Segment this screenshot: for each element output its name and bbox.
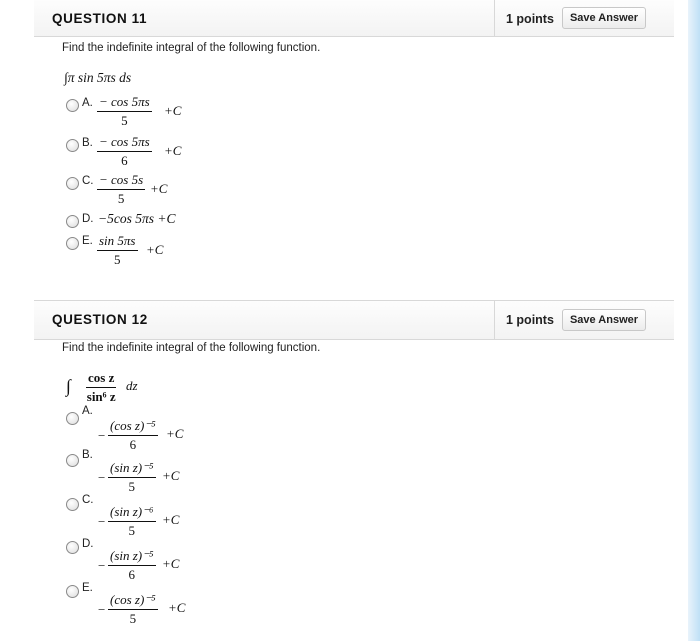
- q12-option-a-constant: +C: [166, 426, 184, 441]
- q12-option-c-label: C.: [82, 494, 94, 506]
- q11-option-b-radio[interactable]: [66, 139, 79, 152]
- q11-option-a-radio[interactable]: [66, 99, 79, 112]
- header-divider: [494, 301, 495, 339]
- q12-option-e-denominator: 5: [129, 611, 137, 626]
- question-12-integrand: [86, 370, 116, 405]
- q12-option-a-sign: −: [98, 428, 106, 443]
- q11-option-a-numerator: − cos 5πs: [97, 94, 152, 112]
- q12-option-e-constant: +C: [168, 600, 186, 615]
- q12-option-a-denominator: 6: [129, 437, 137, 452]
- q11-option-c-label: C.: [82, 175, 94, 187]
- q12-option-d-radio[interactable]: [66, 541, 79, 554]
- q11-option-a-fraction: [97, 94, 152, 129]
- q12-option-d-constant: +C: [162, 556, 180, 571]
- q12-option-b-constant: +C: [162, 468, 180, 483]
- q12-option-e-fraction: [108, 592, 158, 627]
- q11-option-e-fraction: [97, 233, 138, 268]
- q12-option-d-numerator: (sin z)⁻⁵: [108, 548, 156, 566]
- q11-option-b-constant: +C: [164, 143, 182, 158]
- q12-option-e-label: E.: [82, 582, 93, 594]
- q11-option-e-denominator: 5: [114, 252, 121, 267]
- q12-option-d-fraction: [108, 548, 156, 583]
- q11-option-b-numerator: − cos 5πs: [97, 134, 152, 152]
- q11-option-a-label: A.: [82, 97, 93, 109]
- question-12-integrand-denominator: sin⁶ z: [86, 389, 116, 404]
- q12-option-e-sign: −: [98, 602, 106, 617]
- q11-option-a-constant: +C: [164, 103, 182, 118]
- question-12-prompt: Find the indefinite integral of the following function.: [62, 342, 321, 354]
- q11-option-b-denominator: 6: [121, 153, 128, 168]
- q12-option-b-radio[interactable]: [66, 454, 79, 467]
- q12-option-e-numerator: (cos z)⁻⁵: [108, 592, 158, 610]
- question-11-title: QUESTION 11: [52, 11, 148, 26]
- q11-option-b-label: B.: [82, 137, 93, 149]
- page-scroll-edge: [688, 0, 700, 641]
- q12-option-e-radio[interactable]: [66, 585, 79, 598]
- question-12-title: QUESTION 12: [52, 312, 148, 327]
- q11-option-c-denominator: 5: [117, 191, 125, 206]
- question-12-integrand-numerator: cos z: [86, 370, 116, 388]
- q12-option-c-denominator: 5: [128, 523, 136, 538]
- q12-option-d-label: D.: [82, 538, 94, 550]
- q12-option-b-denominator: 5: [128, 479, 136, 494]
- question-12-header: [34, 300, 674, 340]
- q11-option-c-numerator: − cos 5s: [97, 172, 145, 190]
- question-12-integral-sign: ∫: [66, 376, 71, 396]
- q12-option-b-sign: −: [98, 470, 106, 485]
- question-12-integrand-differential: dz: [126, 378, 138, 393]
- header-divider: [494, 0, 495, 36]
- q11-option-d-label: D.: [82, 213, 94, 225]
- question-11-integral: ∫π sin 5πs ds: [64, 70, 132, 85]
- q11-option-d-radio[interactable]: [66, 215, 79, 228]
- question-12-save-answer-button[interactable]: Save Answer: [562, 309, 646, 331]
- q12-option-c-sign: −: [98, 514, 106, 529]
- q12-option-a-label: A.: [82, 405, 93, 417]
- q12-option-d-denominator: 6: [128, 567, 136, 582]
- q11-option-e-radio[interactable]: [66, 237, 79, 250]
- q12-option-b-numerator: (sin z)⁻⁵: [108, 460, 156, 478]
- q12-option-c-numerator: (sin z)⁻⁶: [108, 504, 156, 522]
- q12-option-b-fraction: [108, 460, 156, 495]
- q11-option-d-expression: −5cos 5πs +C: [98, 211, 176, 226]
- q11-option-e-label: E.: [82, 235, 93, 247]
- q12-option-a-numerator: (cos z)⁻⁵: [108, 418, 158, 436]
- q12-option-d-sign: −: [98, 558, 106, 573]
- q11-option-e-numerator: sin 5πs: [97, 233, 138, 251]
- question-11-points: 1 points: [506, 12, 554, 26]
- q12-option-c-constant: +C: [162, 512, 180, 527]
- q11-option-c-constant: +C: [150, 181, 168, 196]
- q12-option-c-fraction: [108, 504, 156, 539]
- q11-option-c-fraction: [97, 172, 145, 207]
- q12-option-c-radio[interactable]: [66, 498, 79, 511]
- q11-option-c-radio[interactable]: [66, 177, 79, 190]
- question-11-header: [34, 0, 674, 37]
- q11-option-a-denominator: 5: [121, 113, 128, 128]
- question-12-points: 1 points: [506, 313, 554, 327]
- question-11-prompt: Find the indefinite integral of the following function.: [62, 42, 321, 54]
- q12-option-b-label: B.: [82, 449, 93, 461]
- question-11-save-answer-button[interactable]: Save Answer: [562, 7, 646, 29]
- q12-option-a-fraction: [108, 418, 158, 453]
- q12-option-a-radio[interactable]: [66, 412, 79, 425]
- q11-option-b-fraction: [97, 134, 152, 169]
- q11-option-e-constant: +C: [146, 242, 164, 257]
